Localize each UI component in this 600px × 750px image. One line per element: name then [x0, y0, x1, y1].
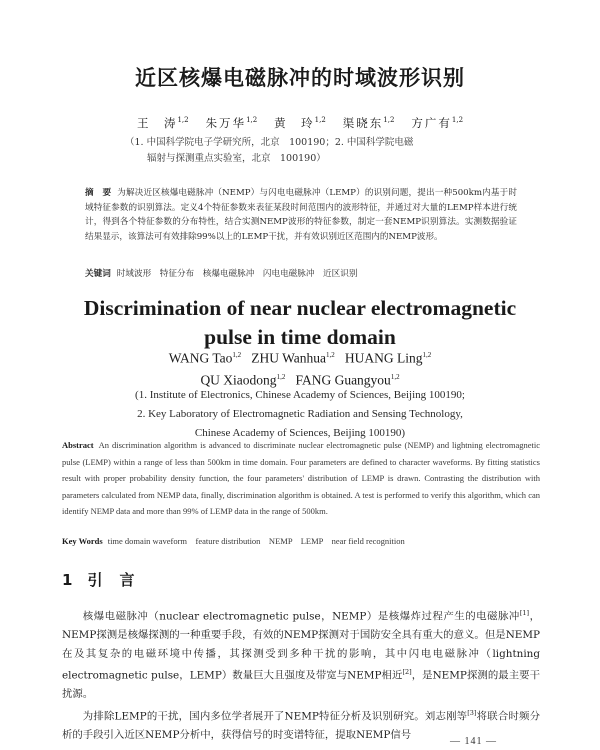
paragraph-text: 核爆电磁脉冲（nuclear electromagnetic pulse，NEMP）是核爆炸过程产生的电磁脉冲 — [82, 610, 520, 623]
paragraph-text: ，是NEMP探测的最主要干扰源。 — [62, 669, 541, 701]
author-name: QU Xiaodong — [200, 372, 277, 387]
keywords-label: Key Words — [62, 536, 103, 546]
keywords-text: 时域波形 特征分布 核爆电磁脉冲 闪电电磁脉冲 近区识别 — [116, 269, 358, 279]
english-affiliation — [0, 386, 600, 443]
affiliation-line: (1. Institute of Electronics, Chinese Academy of Sciences, Beijing 100190; — [135, 389, 465, 401]
author-name: HUANG Ling — [344, 350, 423, 366]
citation: [3] — [467, 708, 477, 717]
affiliation-line: （1. 中国科学院电子学研究所，北京 100190；2. 中国科学院电磁 — [125, 137, 414, 148]
author-sup: 1,2 — [451, 116, 464, 125]
keywords-text: time domain waveform feature distribution NEMP LEMP near field recognition — [107, 536, 405, 546]
chinese-affiliation — [125, 135, 505, 167]
paragraph — [62, 604, 540, 704]
author-sup: 1,2 — [246, 116, 258, 125]
english-abstract — [62, 437, 540, 520]
affiliation-line: 2. Key Laboratory of Electromagnetic Radiation and Sensing Technology, — [137, 408, 463, 420]
abstract-text: 为解决近区核爆电磁脉冲（NEMP）与闪电电磁脉冲（LEMP）的识别问题，提出一种500km内基于时域特征参数的识别算法。定义4个特征参数来表征某段时间范围内的波形特征，并通过对大量的LEMP样本进行统计，得到各个特征参数的分布特性，结合实测NEMP波形的特征参数，制定一套NEMP识别算法。实测数据验证结果显示，该算法可有效排除99%以上的LEMP干扰，并有效识别近区范围内的NEMP波形。 — [85, 188, 517, 242]
english-keywords — [62, 535, 540, 547]
section-title: 引 言 — [87, 571, 136, 589]
title-line: pulse in time domain — [204, 325, 396, 349]
author-sup: 1,2 — [177, 116, 189, 125]
author-sup: 1,2 — [390, 372, 400, 381]
section-number: 1 — [62, 571, 74, 589]
author-name: FANG Guangyou — [295, 372, 391, 387]
body-text — [62, 604, 540, 745]
author-name: 渠晓东 — [342, 116, 384, 130]
author-name: 王 涛 — [136, 116, 178, 130]
paragraph-text: ，NEMP探测是核爆探测的一种重要手段，有效的NEMP探测对于国防安全具有重大的意义。但是NEMP在及其复杂的电磁环境中传播，其探测受到多种干扰的影响，其中闪电电磁脉冲（lightning electromagnetic pulse，LEMP）数量巨大且强度及带宽与NEMP相近 — [62, 610, 541, 682]
author-sup: 1,2 — [383, 116, 395, 125]
title-line: Discrimination of near nuclear electromagnetic — [83, 296, 517, 320]
affiliation-line: Chinese Academy of Sciences, Beijing 100190) — [194, 427, 406, 439]
paragraph-text: 为排除LEMP的干扰，国内多位学者展开了NEMP特征分析及识别研究。刘志刚等 — [82, 710, 468, 723]
abstract-label: Abstract — [62, 440, 94, 450]
chinese-keywords — [85, 267, 517, 279]
affiliation-line: 辐射与探测重点实验室，北京 100190） — [147, 153, 326, 164]
author-sup: 1,2 — [326, 351, 335, 359]
page-number: — 141 — — [450, 736, 497, 747]
author-name: 黄 玲 — [274, 116, 315, 130]
author-sup: 1,2 — [314, 116, 326, 125]
english-authors — [0, 346, 600, 389]
citation: [1] — [519, 609, 530, 617]
author-sup: 1,2 — [232, 351, 242, 359]
chinese-authors — [0, 115, 600, 131]
author-name: 朱万华 — [205, 116, 247, 130]
author-sup: 1,2 — [276, 372, 286, 381]
abstract-text: An discrimination algorithm is advanced to discriminate nuclear electromagnetic pulse (NEMP) and lightning electromagnetic pulse (LEMP) within a range of less than 500km in time domain. Four parameters are defined to character waveforms. By fitting statistics result with proper probability density function, the four parameters' distribution of LEMP is drawn. Contrasting the distribution with parameters calculated from NEMP data, finally, discrimination algorithm is obtained. A test is performed to verify this algorithm, which can identify NEMP data and more than 99% of LEMP data in the range of 500km. — [62, 440, 540, 517]
english-title — [0, 294, 600, 352]
author-name: 方广有 — [411, 116, 452, 130]
author-name: WANG Tao — [168, 350, 233, 366]
keywords-label: 关键词 — [85, 269, 111, 279]
author-name: ZHU Wanhua — [251, 350, 327, 366]
chinese-abstract — [85, 186, 517, 244]
abstract-label: 摘 要 — [85, 188, 112, 198]
chinese-title: 近区核爆电磁脉冲的时域波形识别 — [135, 66, 465, 90]
citation: [2] — [402, 668, 412, 677]
paragraph-text: 将联合时频分析的手段引入近区NEMP分析中，获得信号的时变谱特征，提取NEMP信号 — [62, 710, 541, 741]
section-heading — [62, 569, 135, 590]
author-sup: 1,2 — [422, 351, 432, 359]
